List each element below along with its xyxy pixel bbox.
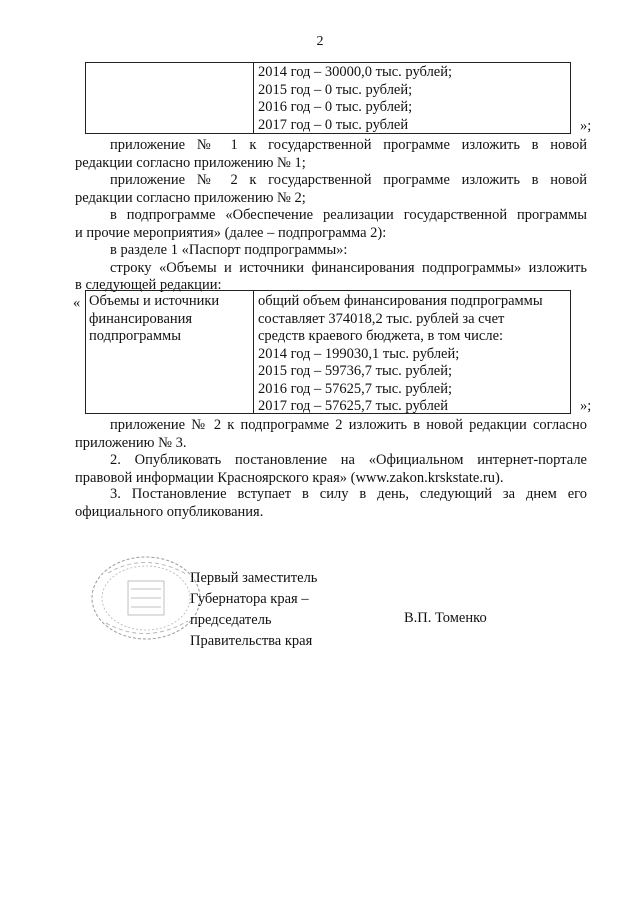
page-number: 2 — [316, 34, 324, 49]
table-line: 2014 год – 30000,0 тыс. рублей; — [258, 64, 453, 80]
paragraph-line: в разделе 1 «Паспорт подпрограммы»: — [110, 242, 348, 258]
paragraph-line: 3. Постановление вступает в силу в день, следующий за днем его — [110, 486, 587, 502]
signer-line: Губернатора края – — [190, 591, 309, 607]
table-line: составляет 374018,2 тыс. рублей за счет — [258, 310, 505, 327]
paragraph-line: и прочие мероприятия» (далее – подпрограмма 2): — [75, 225, 387, 241]
table-line: финансирования — [89, 310, 193, 327]
paragraph-line: в следующей редакции: — [75, 277, 222, 293]
table-line: 2017 год – 0 тыс. рублей — [258, 116, 409, 133]
table-divider — [253, 63, 254, 133]
table-line: подпрограммы — [89, 328, 181, 344]
paragraph-line: приложение № 2 к государственной программе изложить в новой — [110, 172, 587, 188]
table-divider — [253, 291, 254, 413]
paragraph-line: правовой информации Красноярского края» (www.zakon.krskstate.ru). — [75, 470, 504, 486]
table-left-cell — [89, 293, 219, 346]
table-line: 2014 год – 199030,1 тыс. рублей; — [258, 345, 460, 362]
financing-table — [85, 290, 571, 414]
financing-table-continued — [85, 62, 571, 134]
paragraph-line: редакции согласно приложению № 2; — [75, 190, 306, 206]
table-right-cell — [258, 64, 452, 134]
paragraph-line: редакции согласно приложению № 1; — [75, 155, 306, 171]
paragraph-line: в подпрограмме «Обеспечение реализации государственной программы — [110, 207, 587, 223]
paragraph-line: 2. Опубликовать постановление на «Официальном интернет-портале — [110, 452, 587, 468]
signer-position — [190, 568, 317, 652]
table-line: 2016 год – 57625,7 тыс. рублей; — [258, 380, 453, 397]
signer-line: Правительства края — [190, 633, 313, 649]
paragraph-line: строку «Объемы и источники финансирования подпрограммы» изложить — [110, 260, 587, 276]
signer-name: В.П. Томенко — [404, 610, 487, 626]
paragraph-line: приложение № 2 к подпрограмме 2 изложить в новой редакции согласно — [110, 417, 587, 433]
close-quote: »; — [580, 398, 592, 414]
table-line: 2017 год – 57625,7 тыс. рублей — [258, 398, 449, 414]
table-line: 2016 год – 0 тыс. рублей; — [258, 99, 413, 115]
close-quote: »; — [580, 118, 592, 134]
paragraph-line: приложению № 3. — [75, 435, 187, 451]
table-line: 2015 год – 0 тыс. рублей; — [258, 81, 413, 98]
table-line: средств краевого бюджета, в том числе: — [258, 328, 504, 344]
signer-line: Первый заместитель — [190, 570, 318, 586]
signer-line: председатель — [190, 612, 272, 628]
paragraph-line: официального опубликования. — [75, 504, 264, 520]
paragraph-line: приложение № 1 к государственной программе изложить в новой — [110, 137, 587, 153]
table-line: Объемы и источники — [89, 293, 220, 309]
open-quote: « — [73, 295, 81, 311]
table-right-cell — [258, 293, 543, 416]
table-line: 2015 год – 59736,7 тыс. рублей; — [258, 363, 453, 379]
table-line: общий объем финансирования подпрограммы — [258, 293, 543, 309]
